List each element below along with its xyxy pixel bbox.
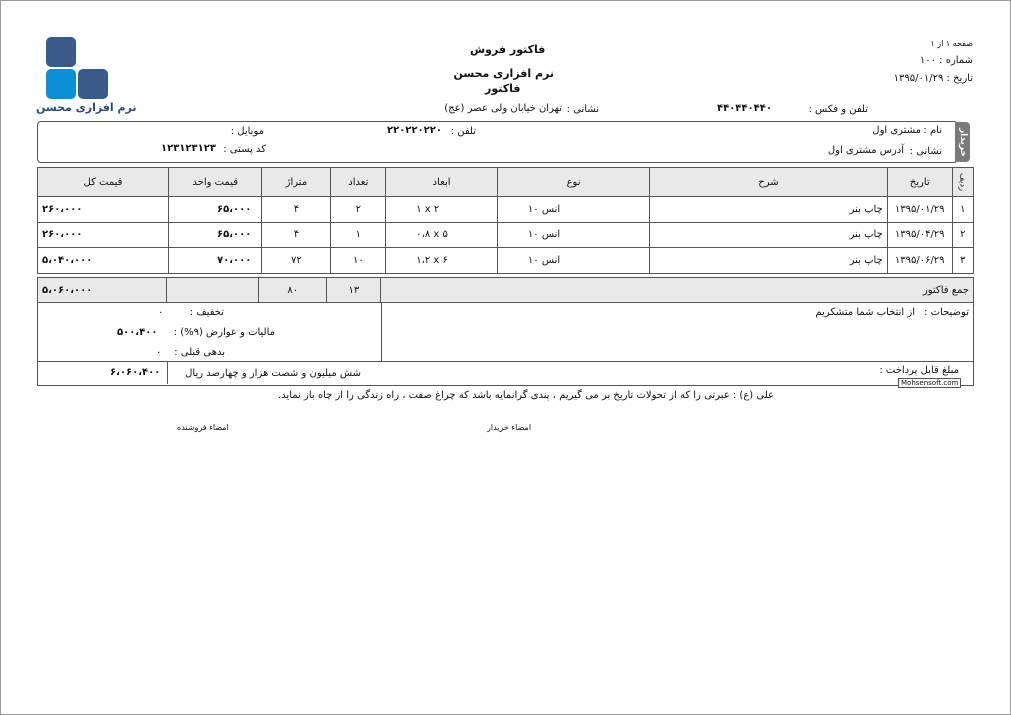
cell-dims: ۰،۸ x ۵ (386, 222, 498, 248)
cell-area: ۴ (262, 222, 331, 248)
seller-phone-label: تلفن و فکس : (808, 104, 868, 115)
cell-count: ۱۰ (331, 248, 386, 274)
buyer-box (37, 121, 958, 163)
totals-count: ۱۳ (327, 278, 381, 303)
col-total: قیمت کل (38, 168, 169, 197)
payable-label: مبلغ قابل پرداخت : (879, 365, 959, 376)
discount-value: ۰ (158, 307, 164, 318)
cell-date: ۱۳۹۵/۰۴/۲۹ (887, 222, 952, 248)
notes-label: توضیحات : (924, 307, 969, 318)
company-name: نرم افزاری محسن (453, 67, 554, 80)
buyer-postal-label: کد پستی : (223, 144, 266, 155)
cell-date: ۱۳۹۵/۰۶/۲۹ (887, 248, 952, 274)
cell-radif: ۱ (952, 197, 973, 223)
totals-label: جمع فاکتور (381, 278, 974, 303)
buyer-phone-value: ۲۲۰۲۲۰۲۲۰ (387, 125, 442, 136)
buyer-address-label: نشانی : (909, 146, 942, 157)
cell-desc: چاپ بنر (650, 197, 888, 223)
cell-total: ۲۶۰،۰۰۰ (38, 197, 169, 223)
cell-type: ۱۰ انس (497, 197, 649, 223)
cell-dims: ۱ x ۲ (386, 197, 498, 223)
discount-label: تخفیف : (189, 307, 224, 318)
buyer-mobile-label: موبایل : (230, 126, 264, 137)
table-row (38, 197, 974, 223)
cell-type: ۱۰ انس (497, 222, 649, 248)
col-area: متراژ (262, 168, 331, 197)
payable-amount-divider (167, 361, 168, 384)
footer-quote: علی (ع) : عبرتی را که از تحولات تاریخ بر می گیریم ، پندی گرانمایه باشد که چراغ صفت ، راه زندگی را از چاه باز نماید. (277, 390, 774, 401)
invoice-date: تاریخ : ۱۳۹۵/۰۱/۲۹ (893, 73, 973, 84)
prev-debt-label: بدهی قبلی : (174, 347, 225, 358)
seller-address-value: تهران خیابان ولی عصر (عج) (444, 103, 562, 114)
cell-total: ۲۶۰،۰۰۰ (38, 222, 169, 248)
cell-type: ۱۰ انس (497, 248, 649, 274)
buyer-name-label: نام : (923, 125, 942, 136)
cell-area: ۷۲ (262, 248, 331, 274)
cell-desc: چاپ بنر (650, 222, 888, 248)
cell-unit-price: ۶۵،۰۰۰ (169, 222, 262, 248)
col-dims: ابعاد (386, 168, 498, 197)
invoice-number: شماره : ۱۰۰ (919, 55, 973, 66)
cell-desc: چاپ بنر (650, 248, 888, 274)
payable-divider (37, 361, 974, 362)
tax-value: ۵۰۰،۴۰۰ (117, 327, 158, 338)
watermark-text: Mohsensoft.com (898, 378, 961, 388)
cell-radif: ۳ (952, 248, 973, 274)
summary-divider (381, 302, 382, 361)
col-type: نوع (497, 168, 649, 197)
items-table (37, 167, 974, 274)
cell-date: ۱۳۹۵/۰۱/۲۹ (887, 197, 952, 223)
prev-debt-value: ۰ (156, 347, 162, 358)
tax-label: مالیات و عوارض (۹%) : (173, 327, 275, 338)
seller-phone-value: ۴۴۰۴۴۰۴۴۰ (717, 103, 772, 114)
totals-table (37, 277, 974, 303)
page-number: صفحه ۱ از ۱ (930, 39, 973, 48)
cell-count: ۲ (331, 197, 386, 223)
buyer-address-value: آدرس مشتری اول (827, 145, 904, 156)
invoice-title: فاکتور فروش (470, 43, 546, 56)
buyer-phone-label: تلفن : (450, 126, 476, 137)
col-date: تاریخ (887, 168, 952, 197)
cell-count: ۱ (331, 222, 386, 248)
buyer-signature-label: امضاء خریدار (487, 423, 532, 432)
buyer-postal-value: ۱۲۳۱۲۳۱۲۳ (161, 143, 216, 154)
buyer-tab: خریدار (955, 122, 970, 162)
totals-total: ۵،۰۶۰،۰۰۰ (38, 278, 167, 303)
table-row (38, 222, 974, 248)
col-unit-price: قیمت واحد (169, 168, 262, 197)
seller-address-label: نشانی : (566, 104, 599, 115)
col-count: تعداد (331, 168, 386, 197)
col-radif: ردیف (952, 168, 973, 197)
cell-dims: ۱،۲ x ۶ (386, 248, 498, 274)
buyer-name-value: مشتری اول (872, 125, 921, 136)
seller-signature-label: امضاء فروشنده (177, 423, 229, 432)
table-row (38, 248, 974, 274)
cell-unit-price: ۶۵،۰۰۰ (169, 197, 262, 223)
col-desc: شرح (650, 168, 888, 197)
totals-row (38, 278, 974, 303)
cell-area: ۴ (262, 197, 331, 223)
table-header-row (38, 168, 974, 197)
payable-words: شش میلیون و شصت هزار و چهارصد ریال (185, 368, 361, 379)
cell-radif: ۲ (952, 222, 973, 248)
logo-text: نرم افزاری محسن (36, 101, 137, 114)
totals-empty (167, 278, 259, 303)
cell-unit-price: ۷۰،۰۰۰ (169, 248, 262, 274)
notes-value: از انتخاب شما متشکریم (815, 307, 915, 318)
payable-value: ۶،۰۶۰،۴۰۰ (110, 367, 161, 378)
doc-type: فاکتور (485, 82, 521, 95)
cell-total: ۵،۰۴۰،۰۰۰ (38, 248, 169, 274)
totals-area: ۸۰ (259, 278, 327, 303)
